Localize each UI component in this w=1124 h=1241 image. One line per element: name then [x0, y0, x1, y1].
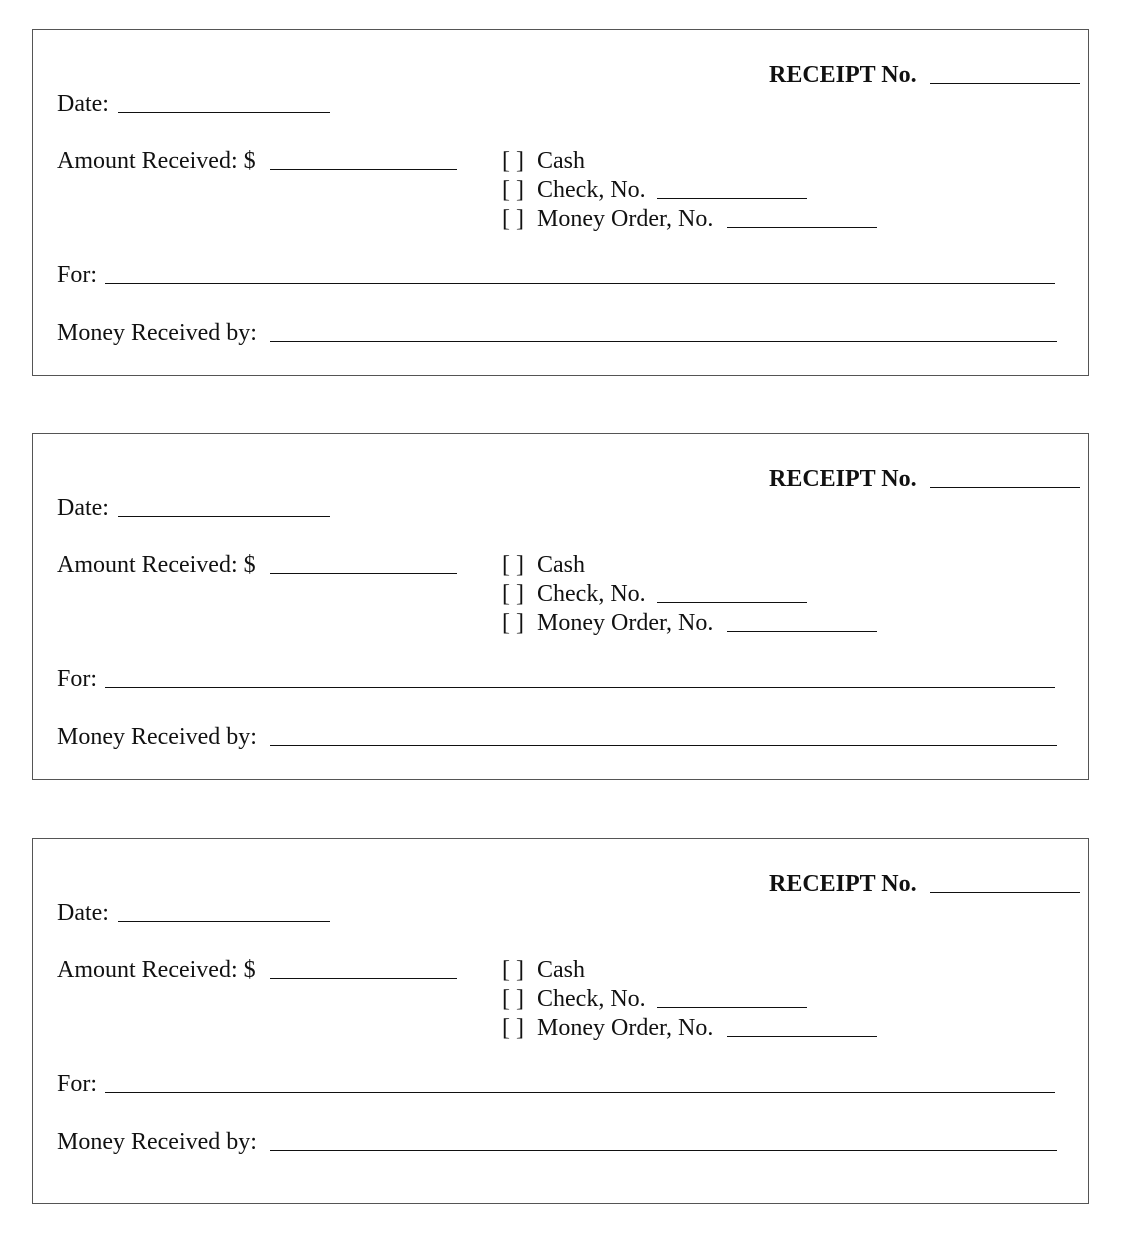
- receipt-number-field[interactable]: [930, 892, 1080, 893]
- amount-label: Amount Received: $: [57, 148, 256, 174]
- receipt-number-field[interactable]: [930, 83, 1080, 84]
- check-number-field[interactable]: [657, 1007, 807, 1008]
- check-label: Check, No.: [537, 986, 646, 1012]
- date-label: Date:: [57, 91, 109, 117]
- receipt-title: RECEIPT No.: [769, 466, 917, 492]
- date-field[interactable]: [118, 112, 330, 113]
- money-order-label: Money Order, No.: [537, 610, 714, 636]
- cash-label: Cash: [537, 148, 585, 174]
- date-field[interactable]: [118, 516, 330, 517]
- cash-checkbox[interactable]: [ ]: [502, 148, 524, 174]
- check-label: Check, No.: [537, 177, 646, 203]
- check-checkbox[interactable]: [ ]: [502, 986, 524, 1012]
- receipt-form: [32, 433, 1089, 780]
- check-checkbox[interactable]: [ ]: [502, 581, 524, 607]
- check-label: Check, No.: [537, 581, 646, 607]
- receipt-form: [32, 29, 1089, 376]
- check-number-field[interactable]: [657, 198, 807, 199]
- received-by-field[interactable]: [270, 745, 1057, 746]
- received-by-field[interactable]: [270, 1150, 1057, 1151]
- for-label: For:: [57, 262, 98, 288]
- money-order-number-field[interactable]: [727, 1036, 877, 1037]
- money-order-number-field[interactable]: [727, 631, 877, 632]
- money-order-label: Money Order, No.: [537, 1015, 714, 1041]
- received-by-field[interactable]: [270, 341, 1057, 342]
- amount-field[interactable]: [270, 169, 457, 170]
- receipt-number-field[interactable]: [930, 487, 1080, 488]
- check-number-field[interactable]: [657, 602, 807, 603]
- received-by-label: Money Received by:: [57, 320, 257, 346]
- amount-label: Amount Received: $: [57, 552, 256, 578]
- received-by-label: Money Received by:: [57, 1129, 257, 1155]
- date-label: Date:: [57, 900, 109, 926]
- date-field[interactable]: [118, 921, 330, 922]
- cash-label: Cash: [537, 957, 585, 983]
- for-field[interactable]: [105, 1092, 1055, 1093]
- amount-field[interactable]: [270, 573, 457, 574]
- received-by-label: Money Received by:: [57, 724, 257, 750]
- money-order-number-field[interactable]: [727, 227, 877, 228]
- receipt-title: RECEIPT No.: [769, 871, 917, 897]
- for-field[interactable]: [105, 687, 1055, 688]
- check-checkbox[interactable]: [ ]: [502, 177, 524, 203]
- money-order-checkbox[interactable]: [ ]: [502, 206, 524, 232]
- cash-label: Cash: [537, 552, 585, 578]
- money-order-label: Money Order, No.: [537, 206, 714, 232]
- for-field[interactable]: [105, 283, 1055, 284]
- cash-checkbox[interactable]: [ ]: [502, 957, 524, 983]
- money-order-checkbox[interactable]: [ ]: [502, 610, 524, 636]
- date-label: Date:: [57, 495, 109, 521]
- amount-field[interactable]: [270, 978, 457, 979]
- cash-checkbox[interactable]: [ ]: [502, 552, 524, 578]
- receipt-form: [32, 838, 1089, 1204]
- for-label: For:: [57, 1071, 98, 1097]
- for-label: For:: [57, 666, 98, 692]
- receipt-title: RECEIPT No.: [769, 62, 917, 88]
- money-order-checkbox[interactable]: [ ]: [502, 1015, 524, 1041]
- amount-label: Amount Received: $: [57, 957, 256, 983]
